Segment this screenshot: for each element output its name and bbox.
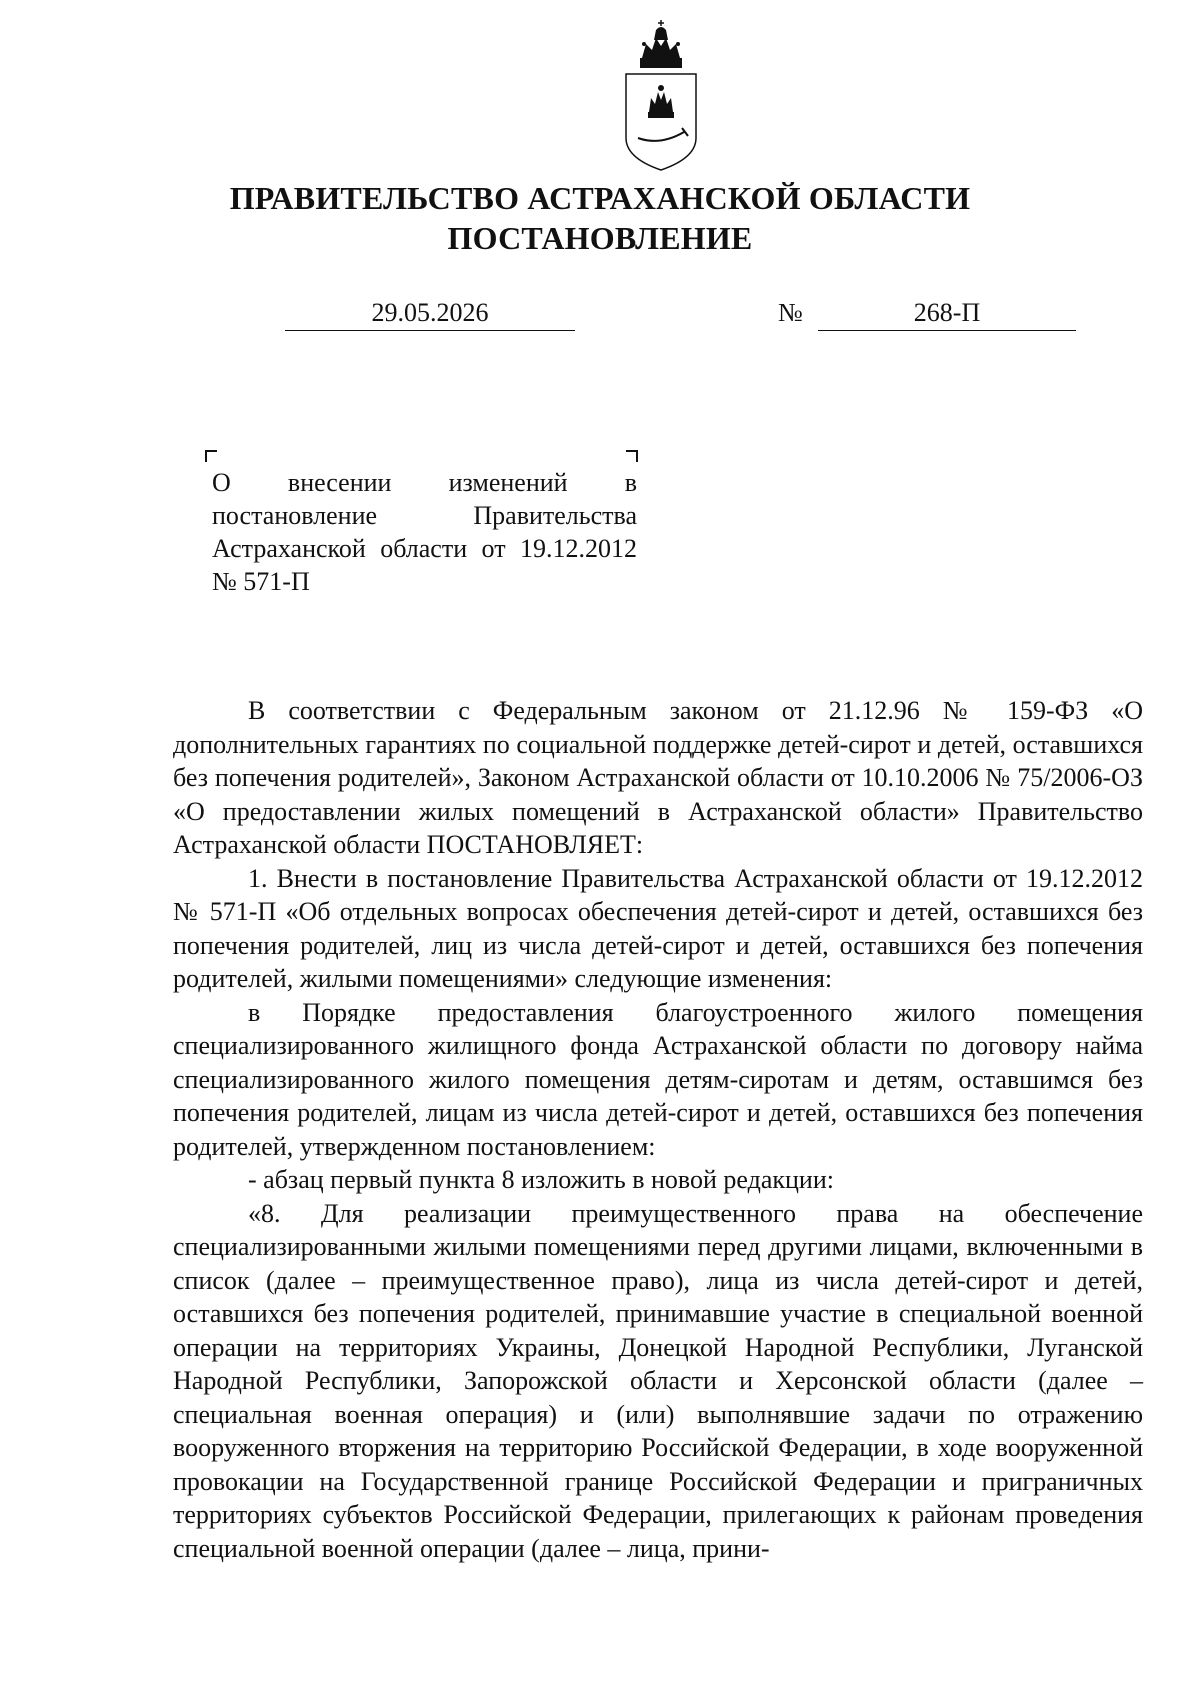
org-title: ПРАВИТЕЛЬСТВО АСТРАХАНСКОЙ ОБЛАСТИ (229, 180, 971, 216)
document-number: 268-П (818, 298, 1076, 331)
document-subject: О внесении изменений в постановление Правительства Астраханской области от 19.12.2012 № 571-П (212, 468, 637, 596)
subject-corner-right (626, 450, 638, 462)
body-paragraph: 1. Внести в постановление Правительства Астраханской области от 19.12.2012 № 571-П «Об отдельных вопросах обеспечения детей-сирот и детей, оставшихся без попечения родителей, лиц из числа детей-сирот и детей, оставшихся без попечения родителей, жилыми помещениями» следующие изменения: (173, 863, 1143, 993)
subject-corner-left (205, 450, 217, 462)
body-paragraph: - абзац первый пункта 8 изложить в новой редакции: (248, 1165, 834, 1194)
document-body (173, 694, 1143, 1565)
body-paragraph: В соответствии с Федеральным законом от 21.12.96 № 159-ФЗ «О дополнительных гарантиях по социальной поддержке детей-сирот и детей, оставшихся без попечения родителей», Законом Астраханской области от 10.10.2006 № 75/2006-ОЗ «О предоставлении жилых помещений в Астраханской области» Правительство Астраханской области ПОСТАНОВЛЯЕТ: (173, 696, 1143, 859)
body-paragraph: «8. Для реализации преимущественного права на обеспечение специализированными жилыми помещениями перед другими лицами, включенными в список (далее – преимущественное право), лица из числа детей-сирот и детей, оставшихся без попечения родителей, принимавшие участие в специальной военной операции на территориях Украины, Донецкой Народной Республики, Луганской Народной Республики, Запорожской области и Херсонской области (далее – специальная военная операция) и (или) выполнявшие задачи по отражению вооруженного вторжения на территорию Российской Федерации, в ходе вооруженной провокации на Государственной границе Российской Федерации и приграничных территориях субъектов Российской Федерации, прилегающих к районам проведения специальной военной операции (далее – лица, прини- (173, 1198, 1143, 1563)
coat-of-arms-icon (620, 18, 702, 172)
number-label: № (778, 298, 803, 327)
body-paragraph: в Порядке предоставления благоустроенного жилого помещения специализированного жилищного фонда Астраханской области по договору найма специализированного жилого помещения детям-сиротам и детям, оставшимся без попечения родителей, лицам из числа детей-сирот и детей, оставшихся без попечения родителей, утвержденном постановлением: (173, 997, 1143, 1161)
document-date: 29.05.2026 (285, 298, 575, 331)
doc-type-title: ПОСТАНОВЛЕНИЕ (447, 220, 753, 256)
